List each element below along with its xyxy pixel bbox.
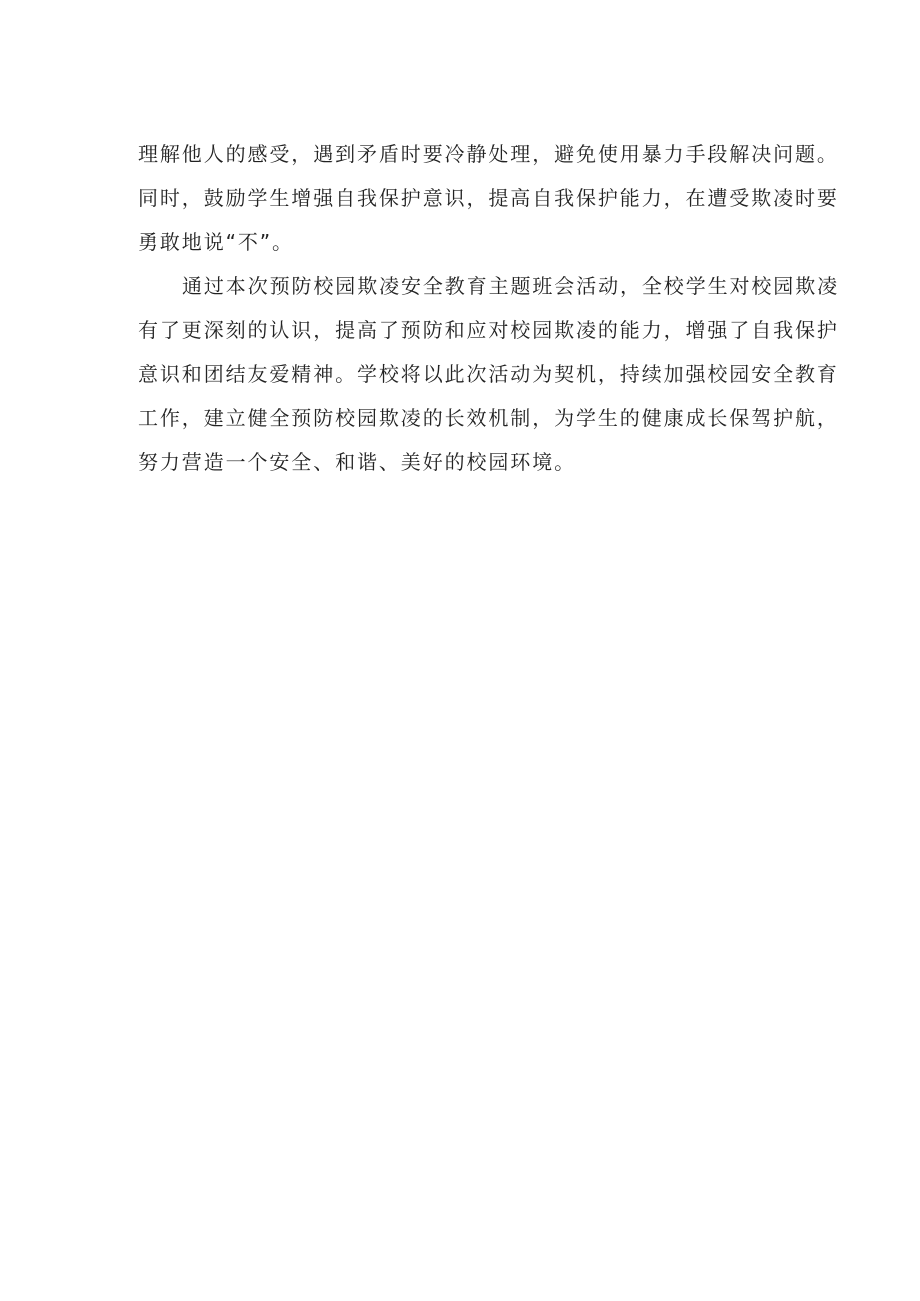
paragraph-continuation [138, 132, 839, 264]
paragraph-conclusion [138, 264, 839, 484]
text-line: 意识和团结友爱精神。学校将以此次活动为契机，持续加强校园安全教育 [138, 362, 839, 386]
document-body [138, 132, 839, 484]
text-line: 勇敢地说“不”。 [138, 230, 294, 254]
text-line: 同时，鼓励学生增强自我保护意识，提高自我保护能力，在遭受欺凌时要 [138, 186, 839, 210]
text-line: 理解他人的感受，遇到矛盾时要冷静处理，避免使用暴力手段解决问题。 [138, 142, 839, 166]
text-line: 工作，建立健全预防校园欺凌的长效机制，为学生的健康成长保驾护航， [138, 406, 839, 430]
text-line: 努力营造一个安全、和谐、美好的校园环境。 [138, 450, 576, 474]
text-line: 有了更深刻的认识，提高了预防和应对校园欺凌的能力，增强了自我保护 [138, 318, 839, 342]
text-line: 通过本次预防校园欺凌安全教育主题班会活动，全校学生对校园欺凌 [182, 274, 839, 298]
